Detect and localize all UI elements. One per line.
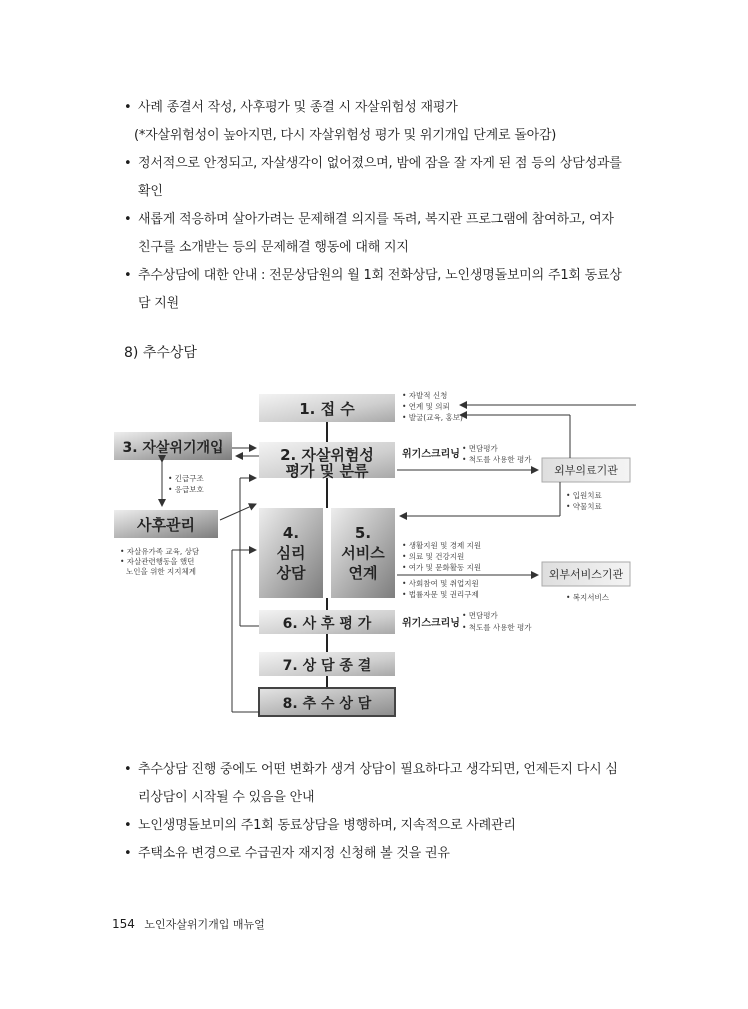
step-service-label-2: 서비스 — [341, 544, 385, 562]
service-item-b2: • 법률자문 및 권리구제 — [402, 590, 479, 599]
medical-item-1: • 입원치료 — [566, 491, 602, 500]
aftercare-item-3: 노인을 위한 지지체계 — [126, 567, 196, 576]
list-item: • 추수상담 진행 중에도 어떤 변화가 생겨 상담이 필요하다고 생각되면, 언제든지 다시 심 — [124, 756, 644, 784]
intake-source-2: • 연계 및 의뢰 — [402, 402, 450, 411]
list-item-continuation: 리상담이 시작될 수 있음을 안내 — [138, 790, 315, 805]
service-org-label: 외부서비스기관 — [548, 568, 624, 581]
crisis-item-1: • 긴급구조 — [168, 474, 204, 483]
crisis-item-2: • 응급보호 — [168, 485, 204, 494]
service-item-b1: • 사회참여 및 취업지원 — [402, 579, 479, 588]
list-item: • 추수상담에 대한 안내 : 전문상담원의 월 1회 전화상담, 노인생명돌보미의 주1회 동료상 — [124, 262, 644, 290]
step-followup-label: 8. 추 수 상 담 — [282, 696, 372, 712]
screening-item-1b: • 척도를 사용한 평가 — [462, 455, 532, 464]
list-item-continuation: 확인 — [138, 184, 163, 199]
screening-item-1a: • 면담평가 — [462, 444, 498, 453]
service-item-a3: • 여가 및 문화활동 지원 — [402, 563, 482, 572]
bottom-bullet-list — [124, 756, 644, 868]
step-intake-label: 1. 접 수 — [299, 400, 355, 418]
list-item: • 노인생명돌보미의 주1회 동료상담을 병행하며, 지속적으로 사례관리 — [124, 812, 644, 840]
intake-source-1: • 자발적 신청 — [402, 391, 448, 400]
step-counseling-label-2: 심리 — [276, 544, 306, 562]
step-assessment-label-2: 평가 및 분류 — [285, 462, 369, 480]
medical-org-label: 외부의료기관 — [554, 464, 618, 477]
list-item: • 주택소유 변경으로 수급권자 재지정 신청해 볼 것을 권유 — [124, 840, 644, 868]
screening-label-2: 위기스크리닝 — [402, 618, 460, 629]
service-item-a2: • 의료 및 건강지원 — [402, 552, 465, 561]
screening-item-2a: • 면담평가 — [462, 611, 498, 620]
aftercare-item-1: • 자살유가족 교육, 상담 — [120, 547, 200, 556]
screening-label-1: 위기스크리닝 — [402, 449, 460, 460]
page-number: 154 — [112, 917, 135, 931]
step-crisis-label: 3. 자살위기개입 — [122, 440, 224, 456]
list-item: • 사례 종결서 작성, 사후평가 및 종결 시 자살위험성 재평가 — [124, 94, 644, 122]
top-bullet-list — [124, 94, 644, 318]
step-service-label-3: 연계 — [348, 564, 378, 582]
list-item-continuation: 친구를 소개받는 등의 문제해결 행동에 대해 지지 — [138, 240, 409, 255]
list-item-continuation: 담 지원 — [138, 296, 180, 311]
step-evaluation-label: 6. 사 후 평 가 — [282, 616, 372, 632]
list-note: (*자살위험성이 높아지면, 다시 자살위험성 평가 및 위기개입 단계로 돌아감) — [134, 128, 557, 143]
page-footer — [112, 916, 265, 932]
medical-item-2: • 약물치료 — [566, 502, 602, 511]
list-item: • 새롭게 적응하며 살아가려는 문제해결 의지를 독려, 복지관 프로그램에 참여하고, 여자 — [124, 206, 644, 234]
service-caption: • 복지서비스 — [566, 593, 610, 602]
step-service-label-1: 5. — [354, 524, 372, 542]
step-counseling-label-1: 4. — [282, 524, 300, 542]
section-title: 8) 추수상담 — [124, 345, 197, 361]
screening-item-2b: • 척도를 사용한 평가 — [462, 623, 532, 632]
step-assessment-label-1: 2. 자살위험성 — [280, 446, 374, 464]
step-closure-label: 7. 상 담 종 결 — [282, 658, 372, 674]
service-item-a1: • 생활지원 및 경제 지원 — [402, 541, 482, 550]
aftercare-label: 사후관리 — [137, 516, 195, 534]
manual-title: 노인자살위기개입 매뉴얼 — [144, 918, 265, 931]
intake-source-3: • 발굴(교육, 홍보) — [402, 413, 463, 422]
list-item: • 정서적으로 안정되고, 자살생각이 없어졌으며, 밤에 잠을 잘 자게 된 점 등의 상담성과를 — [124, 150, 644, 178]
step-counseling-label-3: 상담 — [276, 564, 306, 582]
counseling-flow-diagram — [0, 378, 748, 758]
aftercare-item-2: • 자살관련행동을 했던 — [120, 557, 195, 566]
